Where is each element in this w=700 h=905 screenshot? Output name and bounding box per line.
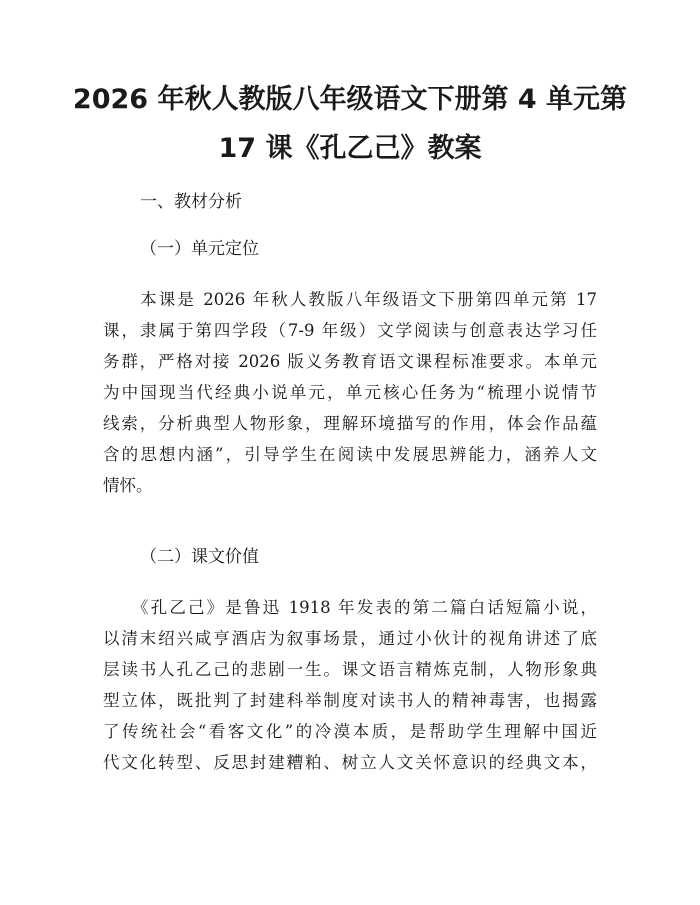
paragraph-line: 以清末绍兴咸亨酒店为叙事场景，通过小伙计的视角讲述了底: [103, 629, 597, 648]
document-title-line-1: 2026 年秋人教版八年级语文下册第 4 单元第: [72, 84, 628, 115]
document-title-line-2: 17 课《孔乙己》教案: [218, 133, 482, 164]
paragraph-line: 《孔乙己》是鲁迅 1918 年发表的第二篇白话短篇小说，: [103, 598, 597, 617]
paragraph-line: 含的思想内涵”，引导学生在阅读中发展思辨能力，涵养人文: [103, 445, 597, 464]
subsection-1-heading: （一）单元定位: [140, 239, 259, 259]
subsection-2-heading: （二）课文价值: [140, 547, 259, 567]
paragraph-line: 为中国现当代经典小说单元，单元核心任务为“梳理小说情节: [103, 383, 597, 402]
subsection-2-paragraph: [103, 592, 597, 778]
paragraph-line: 线索，分析典型人物形象，理解环境描写的作用，体会作品蕴: [103, 414, 597, 433]
paragraph-line: 了传统社会“看客文化”的冷漠本质，是帮助学生理解中国近: [103, 722, 597, 741]
paragraph-line: 务群，严格对接 2026 版义务教育语文课程标准要求。本单元: [103, 352, 597, 371]
paragraph-line: 本课是 2026 年秋人教版八年级语文下册第四单元第 17: [103, 290, 597, 309]
paragraph-line: 课，隶属于第四学段（7-9 年级）文学阅读与创意表达学习任: [103, 321, 597, 340]
paragraph-line: 型立体，既批判了封建科举制度对读书人的精神毒害，也揭露: [103, 691, 597, 710]
section-heading: 一、教材分析: [140, 192, 242, 212]
subsection-1-paragraph: [103, 284, 597, 501]
paragraph-line: 层读书人孔乙己的悲剧一生。课文语言精炼克制，人物形象典: [103, 660, 597, 679]
paragraph-line: 情怀。: [103, 476, 153, 495]
paragraph-line: 代文化转型、反思封建糟粕、树立人文关怀意识的经典文本，: [103, 753, 597, 772]
